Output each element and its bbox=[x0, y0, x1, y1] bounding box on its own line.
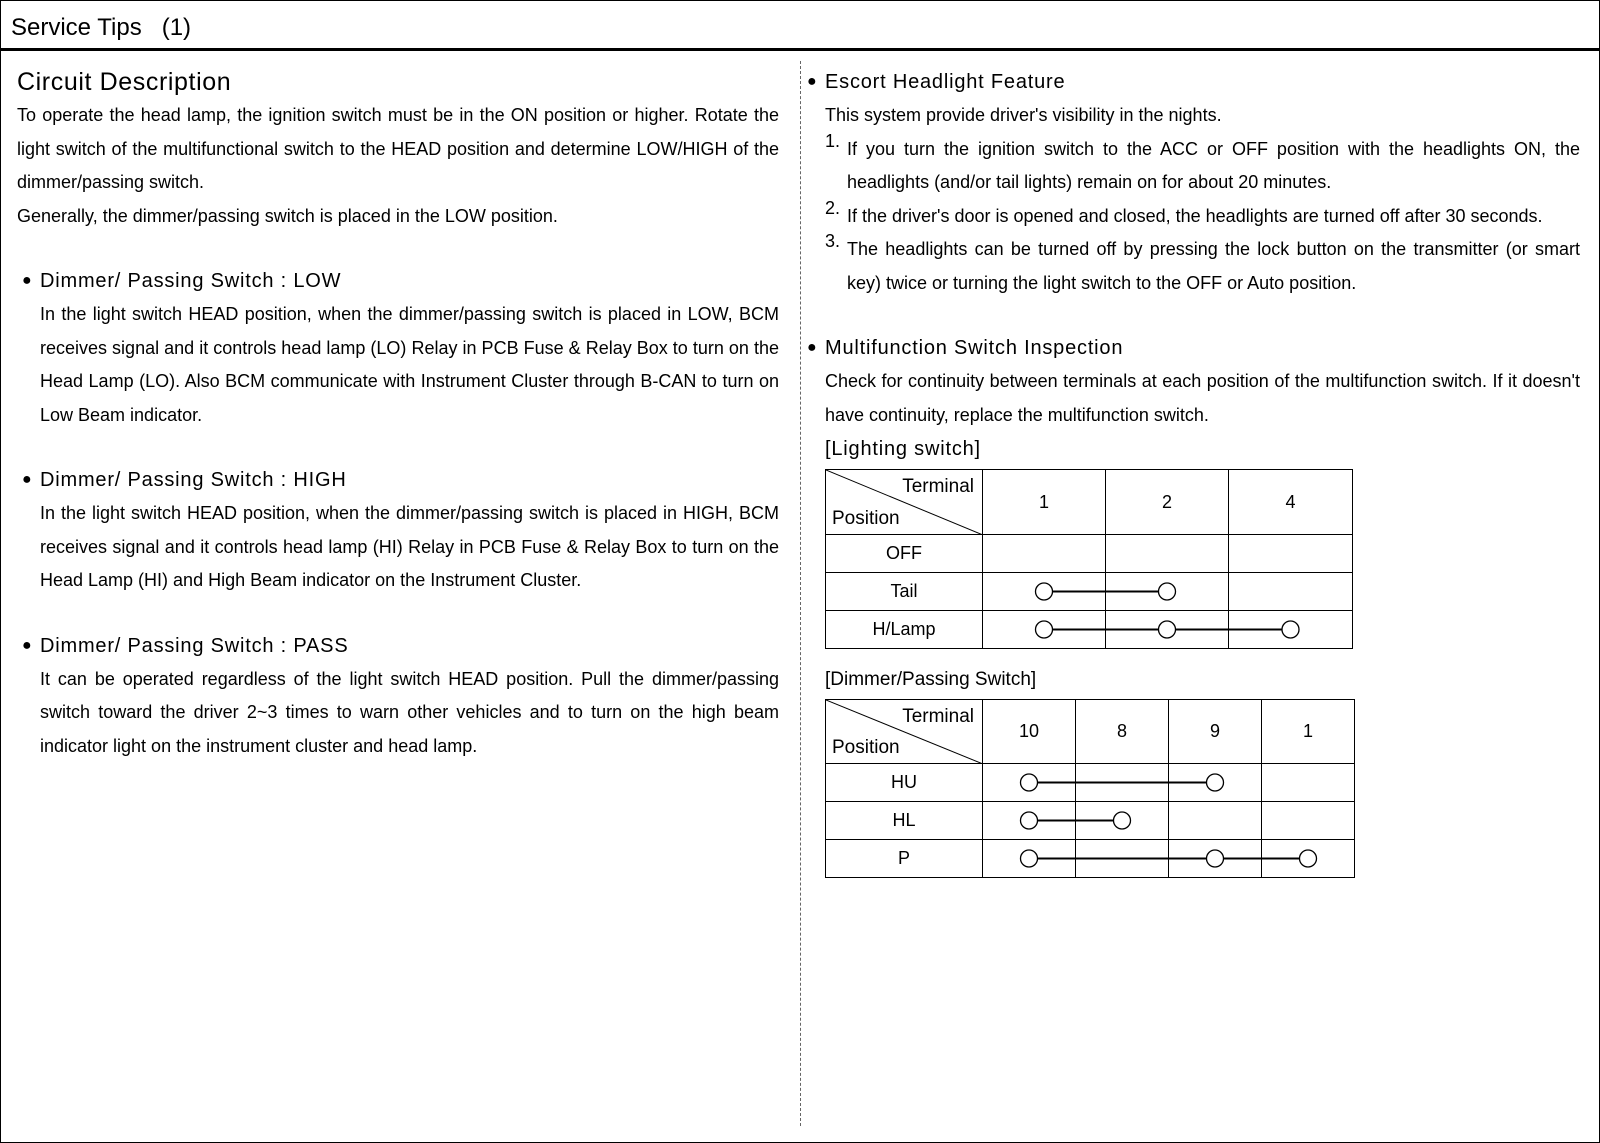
table-cell bbox=[1076, 840, 1169, 878]
terminal-header: 9 bbox=[1169, 700, 1262, 764]
section-body: It can be operated regardless of the light switch HEAD position. Pull the dimmer/passing switch toward the driver 2~3 times to warn other vehicles and to turn on the high beam indicator light on the instrument cluster and head lamp. bbox=[40, 668, 779, 756]
table-row bbox=[826, 802, 1355, 840]
terminal-header: 8 bbox=[1076, 700, 1169, 764]
table-cell bbox=[1262, 802, 1355, 840]
list-item bbox=[825, 130, 1580, 200]
table-cell bbox=[983, 535, 1106, 573]
escort-list bbox=[825, 130, 1580, 301]
corner-cell bbox=[826, 470, 983, 535]
table-row bbox=[826, 535, 1353, 573]
dimmer-switch-table bbox=[825, 699, 1355, 878]
dimmer-high-section bbox=[17, 463, 779, 598]
corner-cell bbox=[826, 700, 983, 764]
lighting-switch-caption: [Lighting switch] bbox=[825, 438, 981, 460]
lighting-switch-table bbox=[825, 469, 1353, 649]
lighting-table-wrap bbox=[825, 469, 1355, 649]
list-item bbox=[825, 197, 1580, 234]
table-cell bbox=[1076, 764, 1169, 802]
table-cell bbox=[1229, 573, 1353, 611]
bullet-icon: ● bbox=[807, 73, 818, 90]
bullet-icon: ● bbox=[22, 272, 33, 289]
inspection-body: Check for continuity between terminals at each position of the multifunction switch. If it doesn't have continuity, replace the multifunction switch. bbox=[825, 371, 1580, 425]
terminal-header: 2 bbox=[1106, 470, 1229, 535]
table-row bbox=[826, 611, 1353, 649]
page-header bbox=[1, 1, 1599, 51]
table-cell bbox=[983, 573, 1106, 611]
list-text: If you turn the ignition switch to the ACC or OFF position with the headlights ON, the headlights (and/or tail lights) remain on for about 20 minutes. bbox=[847, 138, 1580, 192]
position-cell: HU bbox=[826, 764, 983, 802]
terminal-label: Terminal bbox=[902, 706, 974, 727]
escort-heading-text: Escort Headlight Feature bbox=[825, 71, 1066, 93]
list-text: If the driver's door is opened and closed, the headlights are turned off after 30 seconds. bbox=[847, 205, 1543, 226]
circuit-intro: To operate the head lamp, the ignition switch must be in the ON position or higher. Rotate the light switch of the multifunctional switch to the HEAD position and determine LOW/HIGH of the dimmer/passing switch. bbox=[17, 105, 779, 192]
table-cell bbox=[1229, 535, 1353, 573]
page-title: Service Tips (1) bbox=[11, 14, 192, 41]
terminal-header: 4 bbox=[1229, 470, 1353, 535]
terminal-label: Terminal bbox=[902, 476, 974, 497]
list-number: 1. bbox=[825, 130, 841, 151]
position-label: Position bbox=[832, 737, 900, 758]
table-cell bbox=[1262, 764, 1355, 802]
table-header-row bbox=[826, 700, 1355, 764]
position-cell: H/Lamp bbox=[826, 611, 983, 649]
dimmer-pass-section bbox=[17, 629, 779, 764]
list-text: The headlights can be turned off by pressing the lock button on the transmitter (or smart key) twice or turning the light switch to the OFF or Auto position. bbox=[847, 239, 1580, 293]
left-column bbox=[17, 65, 779, 763]
circuit-intro-note: Generally, the dimmer/passing switch is placed in the LOW position. bbox=[17, 205, 558, 226]
escort-heading bbox=[807, 65, 1580, 99]
section-heading bbox=[17, 463, 779, 497]
section-heading bbox=[17, 629, 779, 663]
table-cell bbox=[1229, 611, 1353, 649]
section-body: In the light switch HEAD position, when the dimmer/passing switch is placed in HIGH, BCM receives signal and it controls head lamp (HI) Relay in PCB Fuse & Relay Box to turn on the Head Lamp (HI) and High Beam indicator on the Instrument Cluster. bbox=[40, 503, 779, 590]
table-cell bbox=[1076, 802, 1169, 840]
bullet-icon: ● bbox=[807, 339, 818, 356]
bullet-icon: ● bbox=[22, 471, 33, 488]
dimmer-switch-caption: [Dimmer/Passing Switch] bbox=[825, 669, 1037, 690]
position-cell: HL bbox=[826, 802, 983, 840]
terminal-header: 1 bbox=[1262, 700, 1355, 764]
terminal-header: 1 bbox=[983, 470, 1106, 535]
table-cell bbox=[983, 611, 1106, 649]
table-cell bbox=[1106, 611, 1229, 649]
position-cell: P bbox=[826, 840, 983, 878]
list-number: 3. bbox=[825, 231, 841, 251]
list-item bbox=[825, 233, 1580, 300]
table-cell bbox=[983, 840, 1076, 878]
section-heading-text: Dimmer/ Passing Switch : PASS bbox=[40, 634, 349, 657]
table-row bbox=[826, 573, 1353, 611]
section-heading-text: Dimmer/ Passing Switch : HIGH bbox=[40, 469, 347, 491]
table-cell bbox=[1169, 764, 1262, 802]
list-number: 2. bbox=[825, 197, 841, 218]
terminal-header: 10 bbox=[983, 700, 1076, 764]
bullet-icon: ● bbox=[22, 636, 33, 654]
table-row bbox=[826, 764, 1355, 802]
escort-intro: This system provide driver's visibility in the nights. bbox=[825, 105, 1222, 125]
section-heading bbox=[17, 264, 779, 298]
dimmer-low-section bbox=[17, 264, 779, 432]
position-label: Position bbox=[832, 508, 900, 529]
table-cell bbox=[1169, 802, 1262, 840]
section-heading-text: Dimmer/ Passing Switch : LOW bbox=[40, 270, 342, 292]
table-cell bbox=[1106, 535, 1229, 573]
table-cell bbox=[1262, 840, 1355, 878]
table-cell bbox=[1169, 840, 1262, 878]
dimmer-table-wrap bbox=[825, 699, 1355, 878]
table-cell bbox=[1106, 573, 1229, 611]
right-column bbox=[807, 65, 1580, 878]
column-divider bbox=[800, 61, 801, 1126]
section-body: In the light switch HEAD position, when the dimmer/passing switch is placed in LOW, BCM receives signal and it controls head lamp (LO) Relay in PCB Fuse & Relay Box to turn on the Head Lamp (LO). Also BCM communicate with Instrument Cluster through B-CAN to turn on Low Beam indicator. bbox=[40, 304, 779, 425]
table-header-row bbox=[826, 470, 1353, 535]
table-row bbox=[826, 840, 1355, 878]
table-cell bbox=[983, 802, 1076, 840]
position-cell: OFF bbox=[826, 535, 983, 573]
position-cell: Tail bbox=[826, 573, 983, 611]
inspection-heading-text: Multifunction Switch Inspection bbox=[825, 337, 1124, 359]
table-cell bbox=[983, 764, 1076, 802]
circuit-description-title: Circuit Description bbox=[17, 68, 232, 96]
inspection-heading bbox=[807, 331, 1580, 365]
